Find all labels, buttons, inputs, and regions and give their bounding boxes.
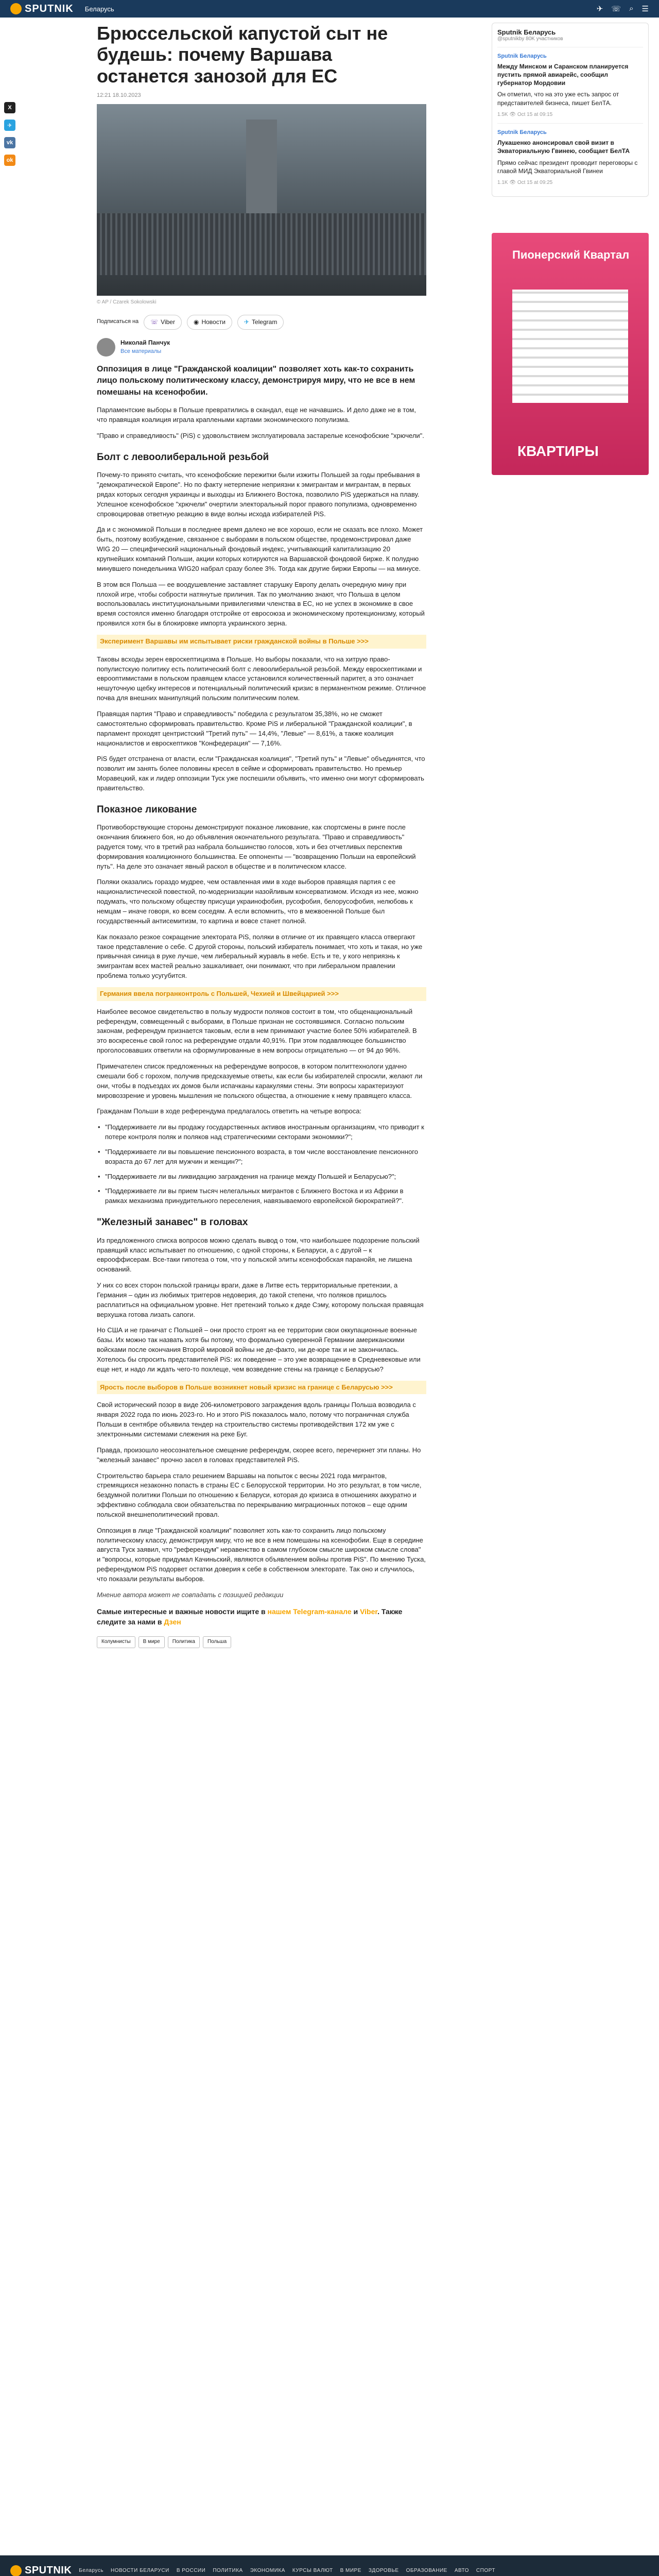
article-lead: Оппозиция в лице "Гражданской коалиции" позволяет хоть как-то сохранить лицо польскому политическому классу, демонстрируя миру, что не все в нем помешаны на ксенофобии. [97,365,415,397]
paragraph: Почему-то принято считать, что ксенофобские пережитки были изжиты Польшей за годы пребывания в "демократической Европе". Но по факту нетерпение неприязни к эмигрантам и мигрантам, в первых рядах которых сегодня украинцы и выходцы из Ближнего Востока, позволило PiS удержаться на плаву. Успешное ксенофобское "хрючели" очертили электоральный порог правого популизма, одновременно спровоцировав ответную реакцию в виде волны исхода избирателей PiS. [97,471,420,518]
post-title: Между Минском и Саранском планируется пустить прямой авиарейс, сообщил губернатор Мордовии [497,62,629,87]
x-share-icon[interactable]: X [4,102,15,113]
tag[interactable]: В мире [138,1636,165,1648]
sidebar [492,23,649,475]
post-body: Прямо сейчас президент проводит переговоры с главой МИД Экваториальной Гвинеи [497,159,638,175]
paragraph: Правда, произошло неосознательное смещение референдум, скорее всего, перечеркнет эти планы. Но "железный занавес" прочно засел в головах представителей PiS. [97,1446,421,1464]
viber-link[interactable]: Viber [360,1607,378,1616]
author-name: Николай Панчук [120,339,170,347]
post-source: Sputnik Беларусь [497,129,547,136]
telegram-widget [492,23,649,197]
paragraph: Правящая партия "Право и справедливость" победила с результатом 35,38%, но не сможет самостоятельно сформировать правительство. Кроме PiS и либеральной "Гражданской коалиции", в парламент проходят центристский "Третий путь" — 14,4%, "Левые" — 8,61%, а также коалиция националистов и евроскептиков "Конфедерация" — 7,16%. [97,709,412,747]
author-block[interactable] [97,338,426,357]
post-meta: 1.5K 👁 Oct 15 at 09:15 [497,111,553,117]
widget-post[interactable] [497,47,643,123]
viber-subscribe-button[interactable] [144,315,182,330]
tag[interactable]: Колумнисты [97,1636,135,1648]
paragraph: Свой исторический позор в виде 206-километрового заграждения вдоль границы Польша возводила с января 2022 года по июнь 2023-го. Но и этого PiS показалось мало, потому что пограничная служба Польши в сентябре объявила тендер на строительство системы противодействия 172 км уже с электронными системами слежения на реке Буг. [97,1401,416,1438]
dzen-link[interactable]: Дзен [164,1617,181,1626]
footer-region: Беларусь [79,2568,104,2573]
hero-image [97,104,426,296]
logo[interactable] [10,3,74,15]
footer-nav-item[interactable]: СПОРТ [476,2568,495,2573]
widget-subtitle: @sputnikby 80K участников [497,36,563,42]
telegram-icon[interactable]: ✈ [596,5,603,13]
footer-brand: SPUTNIK [25,2565,72,2576]
ad-building-image [512,290,628,403]
avatar [97,338,115,357]
viber-icon: ☏ [150,318,159,326]
ad-logo: Пионерский Квартал [512,248,630,262]
news-subscribe-button[interactable] [187,315,232,330]
paragraph: Примечателен список предложенных на референдуме вопросов, в котором политтехнологи удачно смешали боб с горохом, получив предсказуемые ответы, как если бы избирателей спросили, желают ли они, чтобы в подъездах их домов были испачканы каракулями стены. Эти вопросы характеризуют мировоззрение и уровень мышления не польского общества, а отношение к нему правящего класса. [97,1062,423,1099]
post-meta: 1.1K 👁 Oct 15 at 09:25 [497,179,553,185]
menu-icon[interactable]: ☰ [641,5,649,13]
paragraph: "Право и справедливость" (PiS) с удовольствием эксплуатировала застарелые ксенофобские "хрючели". [97,431,424,439]
widget-title[interactable]: Sputnik Беларусь [497,28,556,36]
post-body: Он отметил, что на это уже есть запрос от представителей бизнеса, пишет БелТА. [497,91,619,107]
paragraph: Таковы всходы зерен евроскептицизма в Польше. Но выборы показали, что на хитрую право-популистскую политику есть политический болт с левоолиберальной резьбой. Между евроскептиками и еврооптимистами в польском правящем классе установился количественный паритет, а это означает нешуточную щебку интересов и потенциальный политический кризис в перманентном режиме. Отличное почва для внешних манипуляций польским политическим полем. [97,655,426,702]
advertisement-banner[interactable] [492,233,649,475]
article-title: Брюссельской капустой сыт не будешь: почему Варшава останется занозой для ЕС [97,23,388,87]
disclaimer: Мнение автора может не совпадать с позицией редакции [97,1590,284,1599]
top-bar [0,0,659,18]
share-bar [4,102,15,166]
tg-text: Самые интересные и важные новости ищите в [97,1607,266,1616]
sputnik-logo-icon [10,3,22,14]
paragraph: Из предложенного списка вопросов можно сделать вывод о том, что наибольшее подозрение польский правящий класс испытывает по отношению, с одной стороны, к Беларуси, а с другой – к еврооффисерам. Все-таки гипотеза о том, что у польской элиты ксенофобская паранойя, не лишена оснований. [97,1236,420,1274]
news-icon: ◉ [193,318,199,326]
tg-text-follow: . Также следите за нами в [97,1607,403,1626]
paragraph: У них со всех сторон польской границы враги, даже в Литве есть территориальные претензии, а Германия – один из любимых триггеров недоверия, до такой степени, что поляков пришлось расплатиться на официальном уровне. Нет претензий только к дяде Сэму, которому польская правящая верхушка готова лизать сапоги. [97,1281,424,1318]
paragraph: Но США и не граничат с Польшей – они просто строят на ее территории свои оккупационные военные базы. Их можно так назвать хотя бы потому, что формально суверенной Германии американскими войсками после окончания Второй мировой войны не де-факто, ни де-юре так и не закончилась. Хотелось бы спросить представителей PiS: их поведение – это уже возвращение в Средневековые или еще нет, и надо ли ждать чего-то похлеще, чем возведение стены на границе с Беларусью? [97,1326,421,1373]
viber-label: Viber [161,318,175,326]
telegram-share-icon[interactable]: ✈ [4,120,15,131]
image-caption: © AP / Czarek Sokolowski [97,299,157,306]
region-selector[interactable]: Беларусь [84,5,114,13]
list-item: • "Поддерживаете ли вы прием тысяч нелегальных мигрантов с Ближнего Востока и из Африки в рамках механизма принудительного переселения, навязываемого европейской бюрократией?". [97,1187,426,1206]
subscribe-row [97,315,426,330]
paragraph: PiS будет отстранена от власти, если "Гражданская коалиция", "Третий путь" и "Левые" объединятся, что позволит им занять более половины кресел в сейме и сформировать правительство. Но премьер Моравецкий, как и лидер оппозиции Туск уже поспешили объявить, что именно они могут сформировать правительство. [97,755,425,792]
footer-nav-item[interactable]: АВТО [454,2568,469,2573]
question-list [97,1123,426,1206]
related-link[interactable]: Германия ввела погранконтроль с Польшей, Чехией и Швейцарией >>> [97,987,426,1001]
tag-list [97,1636,426,1648]
footer-nav-item[interactable]: В МИРЕ [340,2568,361,2573]
subscribe-note [97,1606,426,1628]
crowd-shape [97,213,426,275]
section-heading: Болт с левоолиберальной резьбой [97,451,269,463]
tag[interactable]: Политика [168,1636,200,1648]
post-title: Лукашенко анонсировал свой визит в Экваториальную Гвинею, сообщает БелТА [497,139,630,155]
footer-logo[interactable] [10,2565,72,2576]
paragraph: В этом вся Польша — ее воодушевление заставляет старушку Европу делать очередную мину при плохой игре, чтобы собрости натянутые приличия. Так по умолчанию знают, что Польша в целом воспользовалась институциональными привилегиями членства в ЕС, но не успех в экономике в свое время состоялся именно благодаря отстройке от евросоюза и экономическому протекционизму, который проявился хотя бы в блокировке импорта украинского зерна. [97,580,425,628]
telegram-channel-link[interactable]: нашем Telegram-канале [267,1607,352,1616]
list-item: • "Поддерживаете ли вы ликвидацию заграждения на границе между Польшей и Беларусью?"; [97,1172,426,1182]
sputnik-logo-icon [10,2565,22,2576]
tag[interactable]: Польша [203,1636,231,1648]
footer-nav-item[interactable]: ОБРАЗОВАНИЕ [406,2568,447,2573]
author-materials-link[interactable]: Все материалы [120,348,162,354]
subscribe-label: Подписаться на [97,318,139,325]
footer-nav-item[interactable]: КУРСЫ ВАЛЮТ [292,2568,333,2573]
footer [0,2555,659,2576]
viber-icon[interactable]: ☏ [611,5,621,13]
paragraph: Парламентские выборы в Польше превратились в скандал, еще не начавшись. И дело даже не в том, что правящая коалиция играла краплеными картами экономического популизма. [97,406,416,424]
news-label: Новости [201,318,226,326]
telegram-label: Telegram [251,318,278,326]
ad-cta: КВАРТИРЫ [517,443,599,460]
footer-nav-item[interactable]: ПОЛИТИКА [213,2568,243,2573]
list-item: • "Поддерживаете ли вы повышение пенсионного возраста, в том числе восстановление пенсионного возраста до 67 лет для мужчин и женщин?"; [97,1147,426,1167]
paragraph: Поляки оказались гораздо мудрее, чем оставленная ими в ходе выборов правящая партия с ее националистической повесткой, по-модернизации назойливым консерватизмом. Исходя из нее, можно подумать, что польскому обществу присущи украинофобия, русофобия, белорусофобия, нелюбовь к немцам – иначе говоря, ко всем соседям. А если вспомнить, что в межвоенной Польше был государственный антисемитизм, то картина и вовсе станет полной. [97,878,419,925]
paragraph: Наиболее весомое свидетельство в пользу мудрости поляков состоит в том, что общенациональный референдум, совмещенный с выборами, в Польше признан не состоявшимся. Согласно польским законам, референдум признается таковым, если в нем принимают участие более 50% избирателей. В это воскресенье свой голос на референдуме отдали 40,91%. При этом подавляющее большинство проголосовавших ответили на сформулированные в нем вопросы отрицательно — от 94 до 96%. [97,1007,417,1055]
related-link[interactable]: Эксперимент Варшавы им испытывает риски гражданской войны в Польше >>> [97,635,426,649]
footer-nav-item[interactable]: ЭКОНОМИКА [250,2568,285,2573]
list-item: • "Поддерживаете ли вы продажу государственных активов иностранным организациям, что приводит к потере контроля поляк и поляков над стратегическими секторами экономики?"; [97,1123,426,1142]
paragraph: Противоборствующие стороны демонстрируют показное ликование, как спортсмены в ринге после окончания ближнего боя, но до объявления окончательного результата. "Право и справедливость" радуется тому, что в третий раз набрала большинство голосов, хоть и без отчетливых перспектив формирования коалиционного большинства. Ее оппоненты — "возвращению Польши на европейский путь". На деле это означает явный раскол в обществе и в политическом классе. [97,823,416,870]
search-icon[interactable]: ⌕ [629,4,634,13]
paragraph: Строительство барьера стало решением Варшавы на попыток с весны 2021 года мигрантов, стремящихся незаконно попасть в страны ЕС с Белорусской территории. Но это результат, в том числе, бездумной политики Польши по отношению к Беларуси, которая до кризиса в отношениях аккуратно и эффективно соблюдала свои обязательства по перекрыванию миграционных потоков – еще одним польской внешнеполитический провал. [97,1471,422,1518]
ok-share-icon[interactable]: ok [4,155,15,166]
brand-text: SPUTNIK [25,3,74,14]
section-heading: "Железный занавес" в головах [97,1217,248,1228]
footer-nav-item[interactable]: ЗДОРОВЬЕ [368,2568,399,2573]
footer-nav-item[interactable]: В РОССИИ [176,2568,206,2573]
tg-text-and: и [353,1607,358,1616]
paragraph: Как показало резкое сокращение электората PiS, поляки в отличие от их правящего класса отвергают такое представление о себе. С другой стороны, польский избиратель понимает, что хоть и такая, но уже привычная синица в руке лучше, чем либеральный журавль в небе. Есть и те, у кого неприязнь к эмигрантам всех мастей реально зашкаливает, они понимают, что при либеральном правлении проблема только усугубится. [97,933,423,980]
paragraph: Да и с экономикой Польши в последнее время далеко не все хорошо, если не сказать все плохо. Может быть, поэтому возбуждение, связанное с выборами в польском обществе, продемонстрировал даже WIG 20 — специфический национальный фондовый индекс, учитывающий капитализацию 20 крупнейших компаний Польши, акции которых котируются на Варшавской фондовой бирже. К полудню минувшего понедельника WIG20 набрал сразу более 3%. Тогда как другие биржи Европы — на минусе. [97,526,423,572]
telegram-icon: ✈ [244,318,249,326]
vk-share-icon[interactable]: vk [4,137,15,148]
top-icons [597,4,649,13]
post-source: Sputnik Беларусь [497,53,547,59]
widget-post[interactable] [497,123,643,191]
telegram-subscribe-button[interactable] [237,315,284,330]
article [97,23,426,1648]
related-link[interactable]: Ярость после выборов в Польше возникнет новый кризис на границе с Беларусью >>> [97,1381,426,1395]
section-heading: Показное ликование [97,804,197,815]
article-date: 12:21 18.10.2023 [97,92,141,99]
footer-nav-item[interactable]: НОВОСТИ БЕЛАРУСИ [111,2568,169,2573]
paragraph: Гражданам Польши в ходе референдума предлагалось ответить на четыре вопроса: [97,1107,362,1115]
paragraph: Оппозиция в лице "Гражданской коалиции" позволяет хоть как-то сохранить лицо польскому политическому классу, демонстрируя миру, что не все в нем помешаны на ксенофобии. Еще в середине августа Туск заявил, что "референдум" неравенство в самом глубоком смысле широком смысле слова" и "вопросы, которые придумал Качиньский, являются объявлением войны против PiS". По мнению Туска, референдумом PiS подорвет остатки доверия к себе в собственном электорате. Так оно и случилось, что показали результаты выборов. [97,1526,426,1583]
footer-nav [10,2565,649,2576]
